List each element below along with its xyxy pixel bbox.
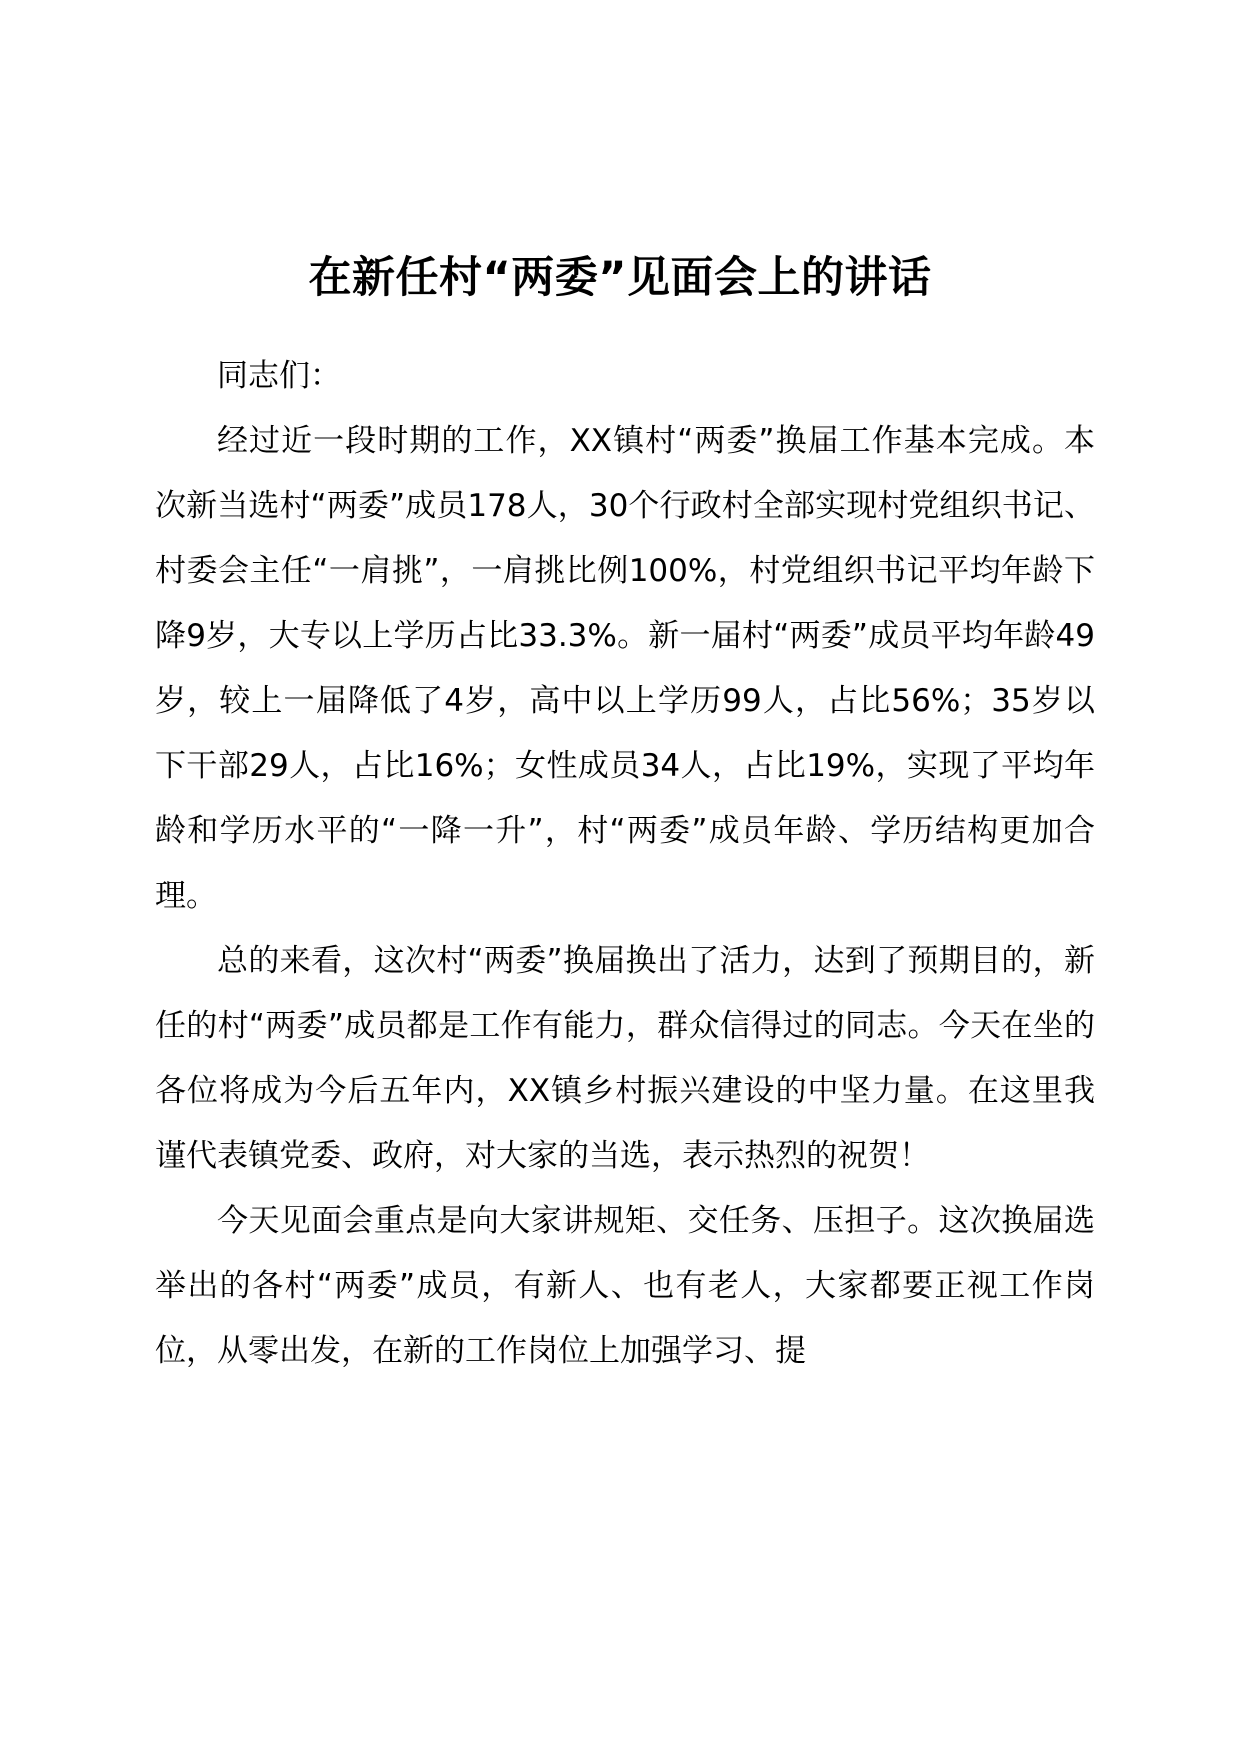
- document-body: [155, 344, 1095, 1384]
- paragraph-2: 总的来看，这次村“两委”换届换出了活力，达到了预期目的，新任的村“两委”成员都是工作有能力，群众信得过的同志。今天在坐的各位将成为今后五年内，XX镇乡村振兴建设的中坚力量。在这里我谨代表镇党委、政府，对大家的当选，表示热烈的祝贺！: [155, 943, 1095, 1174]
- greeting: 同志们：: [217, 358, 341, 394]
- paragraph-1: 经过近一段时期的工作，XX镇村“两委”换届工作基本完成。本次新当选村“两委”成员178人，30个行政村全部实现村党组织书记、村委会主任“一肩挑”，一肩挑比例100%，村党组织书记平均年龄下降9岁，大专以上学历占比33.3%。新一届村“两委”成员平均年龄49岁，较上一届降低了4岁，高中以上学历99人，占比56%；35岁以下干部29人，占比16%；女性成员34人，占比19%，实现了平均年龄和学历水平的“一降一升”，村“两委”成员年龄、学历结构更加合理。: [155, 423, 1095, 914]
- document-title: 在新任村“两委”见面会上的讲话: [308, 253, 932, 303]
- paragraph-3: 今天见面会重点是向大家讲规矩、交任务、压担子。这次换届选举出的各村“两委”成员，有新人、也有老人，大家都要正视工作岗位，从零出发，在新的工作岗位上加强学习、提: [155, 1203, 1095, 1369]
